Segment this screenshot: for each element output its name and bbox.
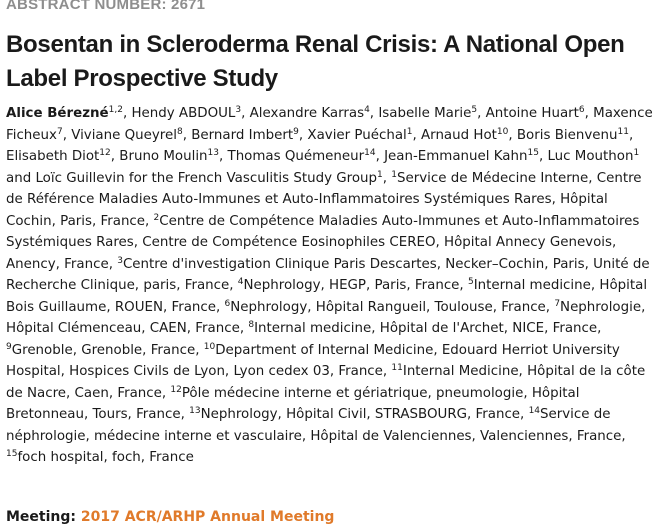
affiliation-number: 10 <box>203 341 216 352</box>
author-affiliation-ref: 5 <box>471 105 478 115</box>
abstract-number: ABSTRACT NUMBER: 2671 <box>6 0 206 13</box>
affiliation-number: 2 <box>153 212 160 223</box>
affiliation-number: 7 <box>554 298 561 309</box>
author-affiliation-ref: 1 <box>377 169 383 180</box>
author-name: Arnaud Hot <box>421 127 497 143</box>
author-separator: and <box>6 170 36 186</box>
author-affiliation-ref: 8 <box>176 126 183 137</box>
author-name: Alexandre Karras <box>249 106 365 121</box>
affiliation-text: Department of Internal Medicine, Edouard Herriot University Hospital, Hospices Civils de Lyon, Lyon cedex 03, France, <box>6 342 620 379</box>
author-name: Elisabeth Diot <box>6 149 100 164</box>
author-name: Isabelle Marie <box>378 106 472 121</box>
author-separator: , <box>122 106 132 121</box>
author-name: Viviane Queyrel <box>71 127 177 143</box>
author-affiliation-ref: 11 <box>617 126 629 137</box>
author-affiliation-ref: 4 <box>364 105 370 115</box>
author-name: Hendy ABDOUL <box>131 106 236 121</box>
author-affiliation-ref: 13 <box>207 148 219 158</box>
affiliation-text: Nephrology, Hôpital Rangueil, Toulouse, France, <box>230 299 555 315</box>
author-affiliation-ref: 1 <box>633 148 640 158</box>
author-separator: , <box>375 149 385 164</box>
author-affiliation-ref: 15 <box>527 148 539 158</box>
author-name: Bernard Imbert <box>191 127 294 143</box>
affiliation-text: Pôle médecine interne et gériatrique, pneumologie, Hôpital Bretonneau, Tours, France, <box>6 385 580 422</box>
author-separator: , <box>538 149 548 164</box>
author-separator: , <box>412 127 422 143</box>
affiliation-text: Nephrology, Hôpital Civil, STRASBOURG, France, <box>200 407 529 422</box>
meeting-label: Meeting: <box>6 509 81 525</box>
author-name: Bruno Moulin <box>119 149 208 164</box>
author-affiliation-ref: 9 <box>293 126 299 137</box>
author-affiliation-ref: 3 <box>235 105 242 115</box>
affiliation-number: 11 <box>391 363 403 373</box>
author-separator: , <box>182 127 192 143</box>
affiliation-number: 5 <box>467 277 474 287</box>
author-separator: , <box>110 149 120 164</box>
author-affiliation-ref: 10 <box>496 126 509 137</box>
author-affiliation-ref: 12 <box>99 148 111 158</box>
affiliation-text: Centre d'investigation Clinique Paris Descartes, Necker–Cochin, Paris, Unité de Recherche Clinique, paris, France, <box>6 256 650 293</box>
affiliation-list <box>6 171 650 466</box>
author-separator: , <box>508 127 517 143</box>
affiliation-text: Grenoble, Grenoble, France, <box>11 342 204 358</box>
author-name: Boris Bienvenu <box>516 127 618 143</box>
affiliation-number: 14 <box>528 406 541 416</box>
affiliation-text: Internal Medicine, Hôpital de la côte de Nacre, Caen, France, <box>6 364 646 401</box>
meeting-link[interactable]: 2017 ACR/ARHP Annual Meeting <box>80 509 335 525</box>
affiliation-number: 4 <box>237 277 244 287</box>
author-name: Luc Mouthon <box>547 149 634 164</box>
authors-and-affiliations <box>6 103 658 469</box>
affiliation-text: Nephrologie, Hôpital Clémenceau, CAEN, France, <box>6 299 646 336</box>
author-separator: , <box>382 170 392 186</box>
author-affiliation-ref: 1,2 <box>108 105 123 115</box>
author-name: Maxence Ficheux <box>6 106 653 143</box>
affiliation-number: 6 <box>224 298 231 309</box>
author-name: Loïc Guillevin for the French Vasculitis Study Group <box>35 170 378 186</box>
author-separator: , <box>369 106 379 121</box>
affiliation-text: foch hospital, foch, France <box>17 450 194 465</box>
author-name: Xavier Puéchal <box>307 127 407 143</box>
author-affiliation-ref: 6 <box>578 105 585 115</box>
affiliation-number: 12 <box>170 384 182 395</box>
affiliation-text: Internal medicine, Hôpital de l'Archet, NICE, France, <box>254 321 602 336</box>
author-separator: , <box>477 106 486 121</box>
author-separator: , <box>241 106 250 121</box>
author-affiliation-ref: 1 <box>406 126 413 137</box>
affiliation-number: 13 <box>189 406 201 416</box>
affiliation-number: 3 <box>117 255 123 266</box>
affiliation-number: 15 <box>6 449 18 459</box>
affiliation-text: Service de Médecine Interne, Centre de Référence Maladies Auto-Immunes et Auto-Inflammatoires Systémiques Rares, Hôpital Cochin, Paris, France, <box>6 170 642 229</box>
author-affiliation-ref: 7 <box>56 126 63 137</box>
author-separator: , <box>628 127 634 143</box>
affiliation-text: Internal medicine, Hôpital Bois Guillaume, ROUEN, France, <box>6 278 648 315</box>
author-separator: , <box>62 127 72 143</box>
author-name: Jean-Emmanuel Kahn <box>384 149 528 164</box>
affiliation-number: 8 <box>248 320 255 330</box>
affiliation-text: Service de néphrologie, médecine interne et vasculaire, Hôpital de Valenciennes, Valenciennes, France, <box>6 407 626 444</box>
author-name: Antoine Huart <box>485 106 579 121</box>
author-separator: , <box>298 127 308 143</box>
author-separator: , <box>584 106 594 121</box>
abstract-title: Bosentan in Scleroderma Renal Crisis: A National Open Label Prospective Study <box>6 31 625 92</box>
affiliation-text: Nephrology, HEGP, Paris, France, <box>243 278 468 293</box>
first-author-name: Alice Bérezné <box>6 106 109 121</box>
meeting-line <box>6 509 334 525</box>
affiliation-text: Centre de Compétence Maladies Auto-Immunes et Auto-Inflammatoires Systémiques Rares, Centre de Compétence Eosinophiles CEREO, Hôpital Annecy Genevois, Anency, France, <box>6 213 640 272</box>
author-affiliation-ref: 14 <box>364 148 376 158</box>
author-name: Thomas Quémeneur <box>227 149 365 164</box>
affiliation-number: 1 <box>391 169 397 180</box>
author-separator: , <box>219 149 228 164</box>
affiliation-number: 9 <box>6 341 12 352</box>
